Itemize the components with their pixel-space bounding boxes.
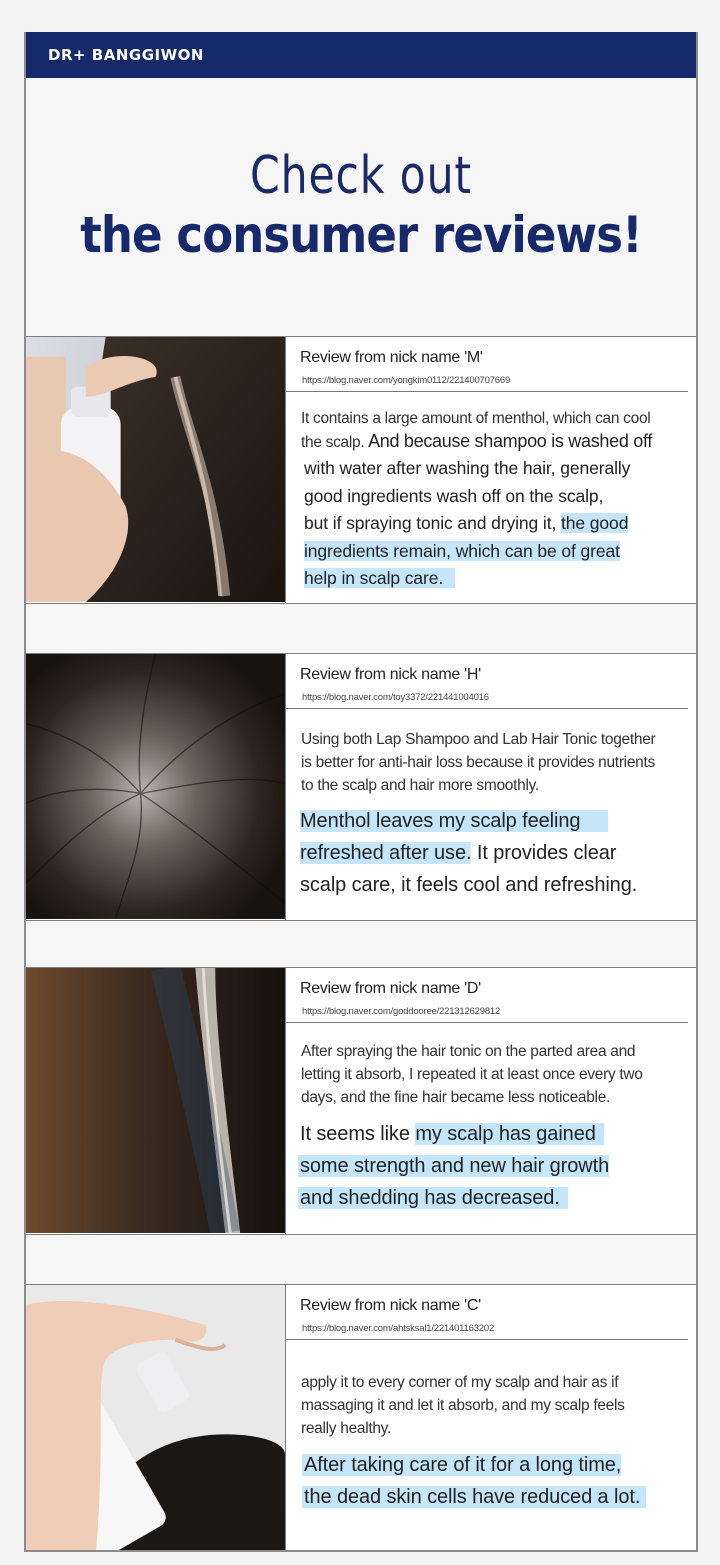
review-title: Review from nick name 'C' xyxy=(300,1297,481,1314)
review-photo-crown-scalp xyxy=(26,654,286,920)
brand-logo: DR+ BANGGIWON xyxy=(48,46,204,64)
text-fragment-big: And because shampoo is washed off xyxy=(364,431,653,451)
review-url[interactable]: https://blog.naver.com/yongkim0112/221400707669 xyxy=(302,375,511,386)
review-photo-parted-scalp xyxy=(26,968,286,1234)
text-line xyxy=(302,1449,646,1481)
text-line: massaging it and let it absorb, and my scalp feels xyxy=(301,1397,625,1414)
text-line: really healthy. xyxy=(301,1420,391,1437)
highlighted-text: ingredients remain, which can be of great xyxy=(304,540,620,561)
text-fragment: but if spraying tonic and drying it, xyxy=(304,513,561,533)
text-line: After spraying the hair tonic on the parted area and xyxy=(301,1043,636,1060)
highlighted-text: the dead skin cells have reduced a lot. xyxy=(302,1486,646,1508)
review-url[interactable]: https://blog.naver.com/toy3372/221441004016 xyxy=(302,692,489,703)
highlighted-text: some strength and new hair growth xyxy=(300,1155,610,1177)
review-card-d xyxy=(26,967,698,1235)
review-title: Review from nick name 'D' xyxy=(300,980,481,997)
text-line: to the scalp and hair more smoothly. xyxy=(301,777,539,794)
text-line xyxy=(304,510,630,538)
review-title: Review from nick name 'M' xyxy=(300,349,483,366)
highlighted-text: my scalp has gained xyxy=(415,1123,603,1145)
review-title: Review from nick name 'H' xyxy=(300,666,481,683)
review-text-big xyxy=(298,1118,609,1214)
page-frame xyxy=(24,32,698,1552)
text-line xyxy=(298,1118,609,1150)
review-url[interactable]: https://blog.naver.com/goddooree/221312629812 xyxy=(302,1006,501,1017)
text-line: with water after washing the hair, generally xyxy=(304,458,631,478)
review-photo-spray-scalp xyxy=(26,337,286,603)
review-url[interactable]: https://blog.naver.com/ahtsksal1/221401163202 xyxy=(302,1323,495,1334)
text-line xyxy=(298,1182,609,1214)
text-line: It contains a large amount of menthol, which can cool xyxy=(301,410,651,427)
review-text-small xyxy=(301,1040,643,1109)
review-card-c xyxy=(26,1284,698,1552)
review-content xyxy=(286,1285,698,1552)
highlighted-text: the good xyxy=(561,513,629,533)
divider xyxy=(286,1022,688,1023)
review-content xyxy=(286,337,698,603)
review-text-small xyxy=(301,728,655,797)
text-line: good ingredients wash off on the scalp, xyxy=(304,485,604,506)
text-line xyxy=(300,805,637,837)
text-line xyxy=(298,1150,609,1182)
divider xyxy=(286,391,688,392)
hero-title-line1: Check out xyxy=(250,146,472,206)
divider xyxy=(286,1339,688,1340)
highlighted-text: help in scalp care. xyxy=(304,568,455,588)
review-content xyxy=(286,968,698,1234)
review-text-big xyxy=(302,1449,646,1513)
text-line: days, and the fine hair became less noticeable. xyxy=(301,1089,611,1106)
text-line xyxy=(301,430,652,454)
hero-title-line2: the consumer reviews! xyxy=(80,206,642,264)
text-line xyxy=(302,1481,646,1513)
review-photo-bottle-spray xyxy=(26,1285,286,1552)
text-line xyxy=(300,837,637,869)
text-fragment: the scalp. xyxy=(301,434,365,451)
text-line: letting it absorb, I repeated it at least once every two xyxy=(301,1066,643,1083)
text-line xyxy=(304,538,630,566)
review-content xyxy=(286,654,698,920)
text-line: apply it to every corner of my scalp and hair as if xyxy=(301,1374,619,1391)
text-line xyxy=(304,565,630,593)
brand-bar xyxy=(26,32,696,78)
text-fragment: It provides clear xyxy=(471,842,617,864)
divider xyxy=(286,708,688,709)
text-fragment: It seems like xyxy=(300,1123,416,1145)
review-text-small xyxy=(301,407,652,454)
text-line: Using both Lap Shampoo and Lab Hair Tonic together xyxy=(301,731,656,748)
review-card-h xyxy=(26,653,698,921)
text-line: is better for anti-hair loss because it provides nutrients xyxy=(301,754,655,771)
hero-section xyxy=(26,78,696,336)
review-card-m xyxy=(26,336,698,604)
highlighted-text: and shedding has decreased. xyxy=(298,1187,568,1209)
highlighted-text: refreshed after use. xyxy=(300,842,472,864)
review-text-big xyxy=(300,805,637,901)
text-line: scalp care, it feels cool and refreshing. xyxy=(300,874,638,896)
review-text-small xyxy=(301,1371,625,1440)
review-text-big xyxy=(304,455,630,593)
highlighted-text: Menthol leaves my scalp feeling xyxy=(300,810,608,832)
highlighted-text: After taking care of it for a long time, xyxy=(304,1454,622,1476)
